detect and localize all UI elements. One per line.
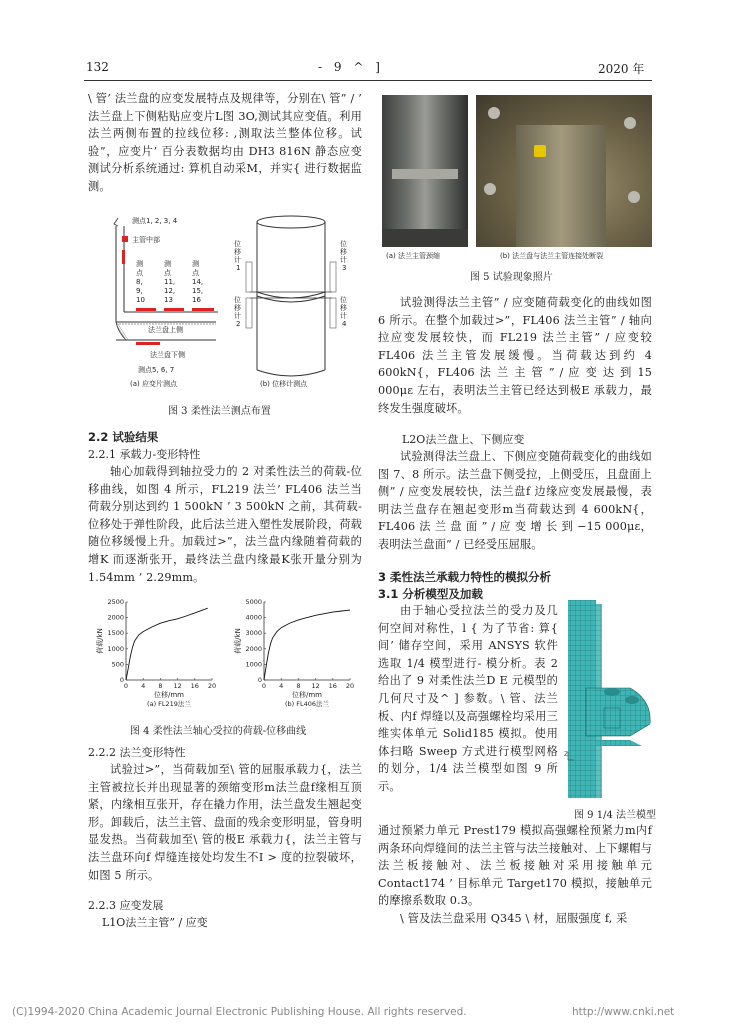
svg-text:16: 16 (192, 296, 201, 304)
paragraph-3: 试验过>”，当荷载加至\ 管的屈服承载力{，法兰主管被拉长并出现显著的颈缩变形m法兰盘f缘相互顶紧，内缘相互张开，存在撬力作用，法兰盘发生翘起变形。卸载后，法兰主管、盘面的残余变形明显，管身明显发热。当荷载加至\ 管的极E 承载力{，法兰主管与法兰盘环向f 焊缝连接处均发生不I > 度的拉裂破坏，如图 5 所示。 (88, 763, 362, 882)
footer-url: http://www.cnki.net (572, 1006, 675, 1018)
svg-text:点: 点 (164, 269, 171, 277)
svg-text:移: 移 (234, 304, 241, 312)
section-3-1: 3.1 分析模型及加载 (378, 587, 483, 601)
svg-text:12,: 12, (164, 287, 176, 295)
svg-text:计: 计 (234, 312, 241, 320)
y-axis-label: 荷载/kN (234, 628, 242, 654)
svg-text:计: 计 (340, 312, 347, 320)
y-tick-label: 0 (257, 676, 262, 684)
svg-text:测: 测 (192, 260, 199, 268)
section-2-2-2: 2.2.2 法兰变形特性 (88, 746, 186, 759)
fig3-sub-a: (a) 应变片测点 (130, 380, 177, 388)
paragraph-6a: 由于轴心受拉法兰的受力及几何空间对称性，l { 为了节省: 算{ 间’ 储存空间，采用 ANSYS 软件选取 1/4 模型进行- 模分析。表 2 给出了 9 对柔性法兰D E 元模型的几何尺寸及^ ] 参数。\ 管、法兰板、内f 焊缝以及高强螺栓均采用三维实体单元 Solid185 模拟。使用体扫略 Sweep 方式进行模型网格的划分，1/4 法兰模型如图 9 所示。 (378, 604, 558, 793)
series-line (264, 610, 350, 680)
photo-pipe-necking (382, 95, 468, 247)
svg-text:位: 位 (340, 240, 347, 248)
chart-fl406 (233, 598, 354, 708)
y-tick-label: 5000 (245, 598, 262, 606)
chart-fl219 (95, 598, 216, 708)
paragraph-5: 试验测得法兰盘上、下侧应变随荷载变化的曲线如图 7、8 所示。法兰盘下侧受拉，上侧受压，且盘面上侧” / 应变发展较快，法兰盘f 边缘应变发展最慢，表明法兰盘存在翘起变形m当荷载达到 4 600kN{，FL406 法 兰 盘 面 ” / 应 变 增 长 到 −15 000με，表明法兰盘面” / 已经受压屈服。 (378, 450, 652, 551)
page-number: 132 (86, 60, 109, 74)
x-tick-label: 12 (173, 682, 182, 690)
y-tick-label: 2000 (107, 613, 124, 622)
svg-text:点: 点 (192, 269, 199, 277)
y-tick-label: 4000 (245, 613, 262, 622)
paragraph-7: \ 管及法兰盘采用 Q345 \ 材，屈服强度 f, 采 (400, 912, 628, 925)
svg-text:Z: Z (564, 751, 569, 758)
section-2-2-1: 2.2.1 承载力-变形特性 (88, 448, 201, 461)
svg-text:测点5, 6, 7: 测点5, 6, 7 (138, 366, 175, 374)
figure-3-caption: 图 3 柔性法兰测点布置 (168, 406, 271, 417)
svg-text:11,: 11, (164, 278, 176, 286)
svg-text:4: 4 (342, 320, 347, 328)
svg-text:计: 计 (340, 256, 347, 264)
series-line (126, 608, 208, 680)
footer-copyright: (C)1994-2020 China Academic Journal Electronic Publishing House. All rights reserved. (12, 1006, 467, 1018)
svg-text:法兰盘上侧: 法兰盘上侧 (148, 326, 183, 334)
photo-flange-fracture (476, 95, 652, 247)
svg-text:1: 1 (236, 264, 241, 272)
figure-5-caption: 图 5 试验现象照片 (470, 272, 553, 283)
svg-text:15,: 15, (192, 287, 204, 295)
x-tick-label: 16 (328, 682, 337, 690)
svg-text:10: 10 (136, 296, 145, 304)
paragraph-4: 试验测得法兰主管” / 应变随荷载变化的曲线如图 6 所示。在整个加载过>”，FL406 法兰主管” / 轴向拉应变发展较快，而 FL219 法兰主管” / 应变较 FL406 法兰主管发展缓慢。当荷载达到约 4 600kN{，FL406 法 兰 主 管 ” / 应 变 达 到 15 000με 左右，表明法兰主管已经达到极E 承载力，最终发生强度破坏。 (378, 296, 652, 415)
figure-4-caption: 图 4 柔性法兰轴心受拉的荷载-位移曲线 (130, 726, 307, 737)
x-tick-label: 16 (190, 682, 199, 690)
x-tick-label: 4 (279, 682, 284, 690)
x-tick-label: 8 (296, 682, 301, 690)
paragraph-6b: 通过预紧力单元 Prest179 模拟高强螺栓预紧力m内f 两条环向焊缝间的法兰主管与法兰接触对、上下螺帽与法兰板接触对、法兰板接触对采用接触单元 Contact174 ’ 目标单元 Target170 模拟，接触单元的摩擦系数取 0.3。 (378, 824, 652, 908)
x-tick-label: 4 (141, 682, 146, 690)
figure-4-charts (88, 596, 362, 716)
section-3: 3 柔性法兰承载力特性的模拟分析 (378, 570, 552, 584)
y-axis-label: 荷载/kN (96, 628, 104, 654)
y-tick-label: 500 (111, 660, 124, 669)
svg-text:移: 移 (340, 304, 347, 312)
svg-text:3: 3 (342, 264, 347, 272)
subsection-l1: L1O法兰主管” / 应变 (102, 916, 208, 929)
x-tick-label: 20 (345, 682, 355, 690)
year: 2020 年 (598, 62, 645, 76)
section-2-2: 2.2 试验结果 (88, 430, 159, 444)
paragraph-2: 轴心加载得到轴拉受力的 2 对柔性法兰的荷载-位移曲线，如图 4 所示，FL219 法兰’ FL406 法兰当荷载分别达到约 1 500kN ’ 3 500kN 之前，其荷载-位移处于弹性阶段，此后法兰进入塑性发展阶段，荷载随位移缓慢上升。加载过>”，法兰盘内缘随着荷载的增K 而逐渐张开，最终法兰盘内缘最K张开量分别为 1.54mm ’ 2.29mm。 (88, 465, 362, 584)
figure-9-mesh-model (560, 600, 656, 805)
y-tick-label: 2500 (107, 598, 124, 606)
figure-3-drawing (96, 212, 362, 392)
journal-name: - 9 ^ ] (318, 60, 384, 74)
svg-text:14,: 14, (192, 278, 204, 286)
subsection-l2: L2O法兰盘上、下侧应变 (402, 433, 525, 446)
y-tick-label: 0 (119, 676, 124, 684)
x-tick-label: 12 (311, 682, 320, 690)
svg-text:位: 位 (340, 296, 347, 304)
figure-3 (96, 212, 362, 392)
x-tick-label: 0 (123, 682, 129, 690)
chart-subtitle: (b) FL406法兰 (284, 700, 330, 708)
y-tick-label: 3000 (245, 629, 262, 638)
y-tick-label: 1000 (107, 644, 124, 653)
x-tick-label: 8 (158, 682, 163, 690)
svg-text:计: 计 (234, 256, 241, 264)
fig3-sub-b: (b) 位移计测点 (260, 380, 308, 388)
svg-text:测点1, 2, 3, 4: 测点1, 2, 3, 4 (132, 217, 178, 225)
svg-text:位: 位 (234, 296, 241, 304)
x-axis-label: 位移/mm (154, 691, 184, 699)
svg-text:2: 2 (236, 320, 241, 328)
svg-text:位: 位 (234, 240, 241, 248)
figure-9-caption: 图 9 1/4 法兰模型 (574, 810, 656, 821)
section-2-2-3: 2.2.3 应变发展 (88, 899, 164, 912)
svg-text:9,: 9, (136, 287, 143, 295)
svg-text:主管中部: 主管中部 (132, 236, 160, 244)
y-tick-label: 1000 (245, 660, 262, 669)
fig5-sub-a: (a) 法兰主管颈缩 (386, 252, 440, 260)
svg-text:测: 测 (164, 260, 171, 268)
svg-text:8,: 8, (136, 278, 143, 286)
fig5-sub-b: (b) 法兰盘与法兰主管连接处断裂 (500, 252, 604, 260)
x-axis-label: 位移/mm (292, 691, 322, 699)
svg-text:移: 移 (234, 248, 241, 256)
svg-text:测: 测 (136, 260, 143, 268)
x-tick-label: 0 (261, 682, 267, 690)
svg-text:13: 13 (164, 296, 173, 304)
chart-subtitle: (a) FL219法兰 (147, 700, 191, 708)
y-tick-label: 1500 (107, 629, 124, 638)
svg-text:点: 点 (136, 269, 143, 277)
paragraph-1: \ 管’ 法兰盘的应变发展特点及规律等，分别在\ 管” / ’ 法兰盘上下侧粘贴应变片L图 3O,测试其应变值。利用法兰两侧布置的拉线位移: ,测取法兰整体位移。试验”，应变片’ 百分表数据均由 DH3 816N 静态应变测试分析系统通过: 算机自动采M，并实{ 进行数据监测。 (88, 92, 362, 193)
svg-text:移: 移 (340, 248, 347, 256)
header-rule (84, 80, 652, 81)
y-tick-label: 2000 (245, 644, 262, 653)
svg-text:法兰盘下侧: 法兰盘下侧 (150, 351, 185, 359)
x-tick-label: 20 (207, 682, 217, 690)
